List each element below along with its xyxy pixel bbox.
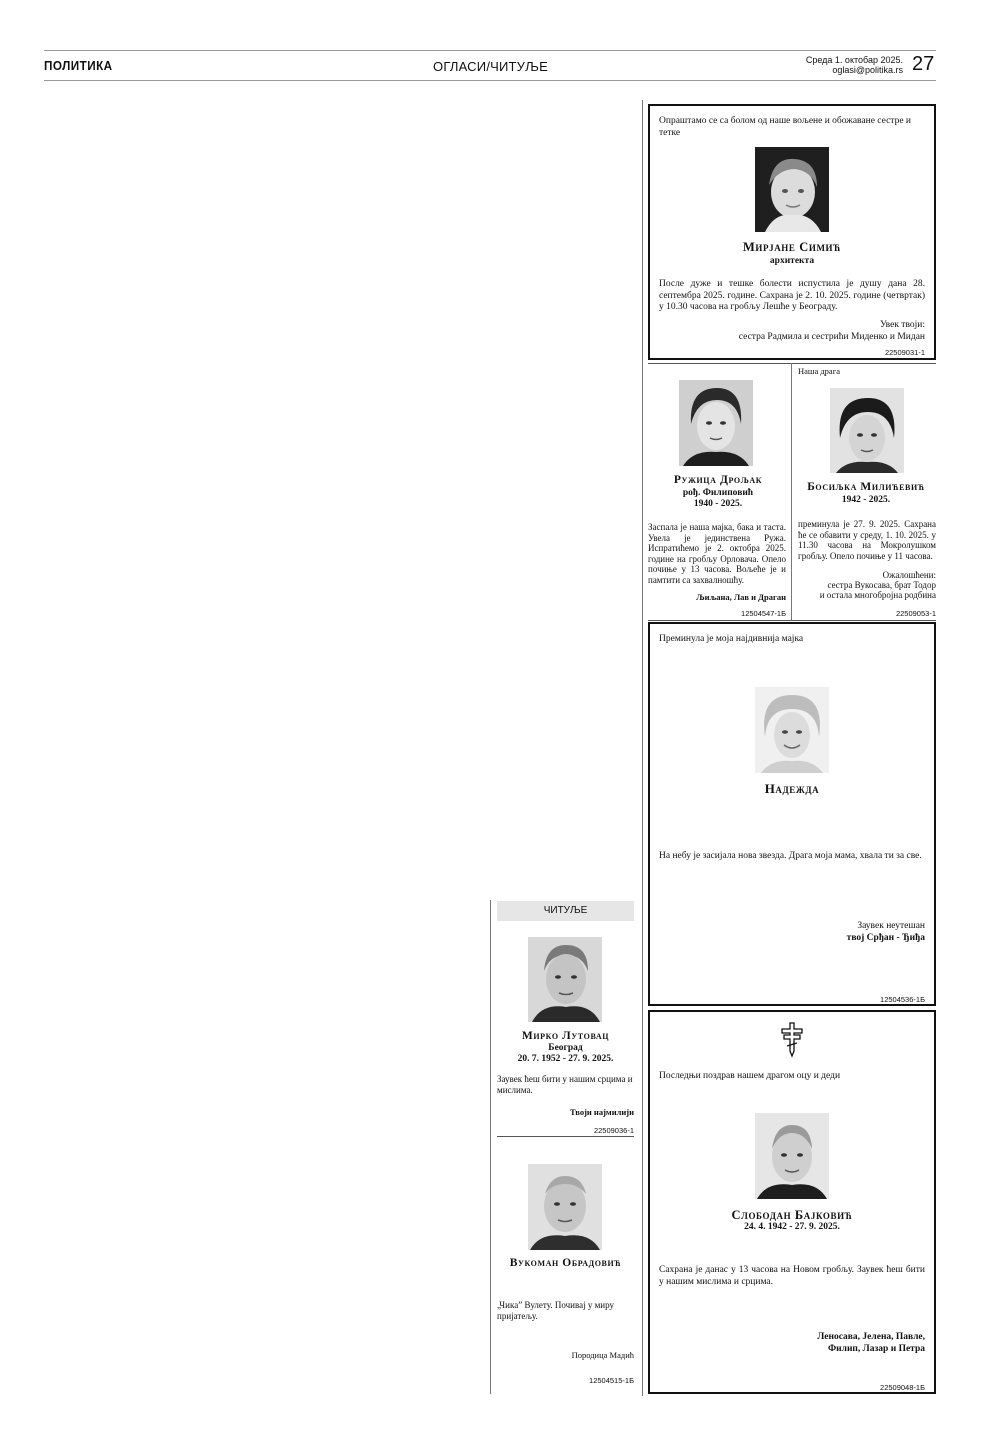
page-number: 27	[912, 53, 935, 75]
nadezda-closing: Заувек неутешан	[857, 921, 925, 931]
obradovic-portrait	[528, 1164, 602, 1250]
drondjak-signature: Љиљана, Лав и Драган	[696, 592, 786, 602]
simic-closing: Увек твоји:	[880, 320, 925, 330]
milicevic-name: Босиљка Милићевић	[807, 481, 925, 493]
obituary-drondjak	[648, 364, 788, 619]
issue-date: Среда 1. октобар 2025.	[805, 55, 903, 65]
nadezda-signature: твој Срђан - Ђиђа	[846, 933, 925, 943]
milicevic-signature-2: и остала многобројна родбина	[819, 590, 936, 600]
milicevic-years: 1942 - 2025.	[841, 495, 891, 505]
header-top-rule	[44, 50, 936, 51]
issue-date-block	[806, 55, 903, 75]
header-bottom-rule	[44, 80, 936, 81]
bajkovic-dates: 24. 4. 1942 - 27. 9. 2025.	[744, 1222, 840, 1232]
bajkovic-name: Слободан Бајковић	[731, 1208, 853, 1222]
obituary-obradovic	[497, 1140, 634, 1394]
obituary-milicevic	[796, 364, 936, 619]
lutovac-ad-code: 22509036-1	[593, 1126, 634, 1135]
bajkovic-body: Сахрана је данас у 13 часова на Новом гробљу. Заувек ћеш бити у нашим мислима и срцима.	[659, 1265, 925, 1287]
row-rule-2	[648, 620, 936, 621]
simic-portrait	[755, 147, 829, 232]
lutovac-body: Заувек ћеш бити у нашим срцима и мислима.	[497, 1074, 633, 1095]
obradovic-ad-code: 12504515-1Б	[589, 1376, 634, 1385]
inner-column-rule	[791, 363, 792, 620]
left-column-row-rule	[497, 1136, 634, 1137]
masthead-logo: ПОЛИТИКА	[44, 58, 113, 73]
contact-email[interactable]: oglasi@politika.rs	[832, 65, 903, 75]
column-rule-right	[642, 100, 643, 1396]
nadezda-intro: Преминула је моја најдивнија мајка	[659, 634, 804, 644]
bajkovic-intro: Последњи поздрав нашем драгом оцу и деди	[659, 1071, 841, 1081]
simic-body: После дуже и тешке болести испустила је душу дана 28. септембра 2025. године. Сахрана је 2. 10. 2025. године (четвртак) у 10.30 часова на гробљу Лешће у Београду.	[659, 279, 925, 312]
milicevic-intro: Наша драга	[798, 366, 840, 376]
simic-signature: сестра Радмила и сестрићи Миденко и Мидан	[738, 332, 925, 342]
drondjak-name: Ружица Дрољак	[673, 474, 763, 486]
simic-title: архитекта	[769, 256, 815, 266]
obituary-nadezda	[648, 622, 936, 1006]
lutovac-place: Београд	[548, 1043, 583, 1053]
nadezda-name: Надежда	[764, 781, 820, 796]
obituary-lutovac	[497, 926, 634, 1134]
obradovic-name: Вукоман Обрадовић	[509, 1257, 622, 1269]
simic-intro: Опраштамо се са болом од наше вољене и обожаване сестре и тетке	[659, 116, 911, 138]
bajkovic-portrait	[755, 1113, 829, 1199]
milicevic-ad-code: 22509053-1	[895, 609, 936, 618]
section-title: ОГЛАСИ/ЧИТУЉЕ	[433, 59, 548, 74]
drondjak-ad-code: 12504547-1Б	[741, 609, 786, 618]
lutovac-dates: 20. 7. 1952 - 27. 9. 2025.	[517, 1054, 614, 1064]
column-rule-left	[490, 900, 491, 1394]
milicevic-signature: сестра Вукосава, брат Тодор	[827, 580, 936, 590]
simic-name: Мирјане Симић	[743, 240, 841, 254]
drondjak-birth-name: рођ. Филиповић	[682, 488, 754, 498]
bajkovic-signature: Леносава, Јелена, Павле,	[817, 1332, 925, 1342]
orthodox-cross-icon	[778, 1022, 806, 1058]
milicevic-portrait	[830, 388, 904, 473]
bajkovic-signature-2: Филип, Лазар и Петра	[828, 1344, 925, 1354]
simic-ad-code: 22509031-1	[884, 348, 925, 357]
obradovic-body: „Чика” Вулету. Почивај у миру пријатељу.	[497, 1300, 614, 1321]
milicevic-closing: Ожалошћени:	[882, 570, 936, 580]
lutovac-signature: Твоји најмилији	[570, 1107, 634, 1117]
chitulje-section-label: ЧИТУЉЕ	[497, 901, 634, 921]
nadezda-portrait	[755, 687, 829, 773]
obituary-simic	[648, 104, 936, 360]
obituary-bajkovic	[648, 1010, 936, 1394]
bajkovic-ad-code: 22509048-1Б	[880, 1383, 925, 1392]
drondjak-body: Заспала је наша мајка, бака и таста. Увела је јединствена Ружа. Испратићемо је 2. октобра 2025. године на гробљу Орловача. Опело почиње у 13 часова. Вољеће је и памтити са захвалношћу.	[648, 522, 786, 585]
nadezda-body: На небу је засијала нова звезда. Драга моја мама, хвала ти за све.	[659, 851, 922, 861]
nadezda-ad-code: 12504536-1Б	[880, 995, 925, 1004]
lutovac-name: Мирко Лутовац	[521, 1030, 610, 1042]
drondjak-years: 1940 - 2025.	[693, 499, 743, 509]
drondjak-portrait	[679, 380, 753, 466]
lutovac-portrait	[528, 937, 602, 1022]
obradovic-signature: Породица Мадић	[571, 1350, 634, 1360]
milicevic-body: преминула је 27. 9. 2025. Сахрана ће се обавити у среду, 1. 10. 2025. у 11.30 часова на Мокролушком гробљу. Опело почиње у 11 часова.	[798, 519, 936, 561]
